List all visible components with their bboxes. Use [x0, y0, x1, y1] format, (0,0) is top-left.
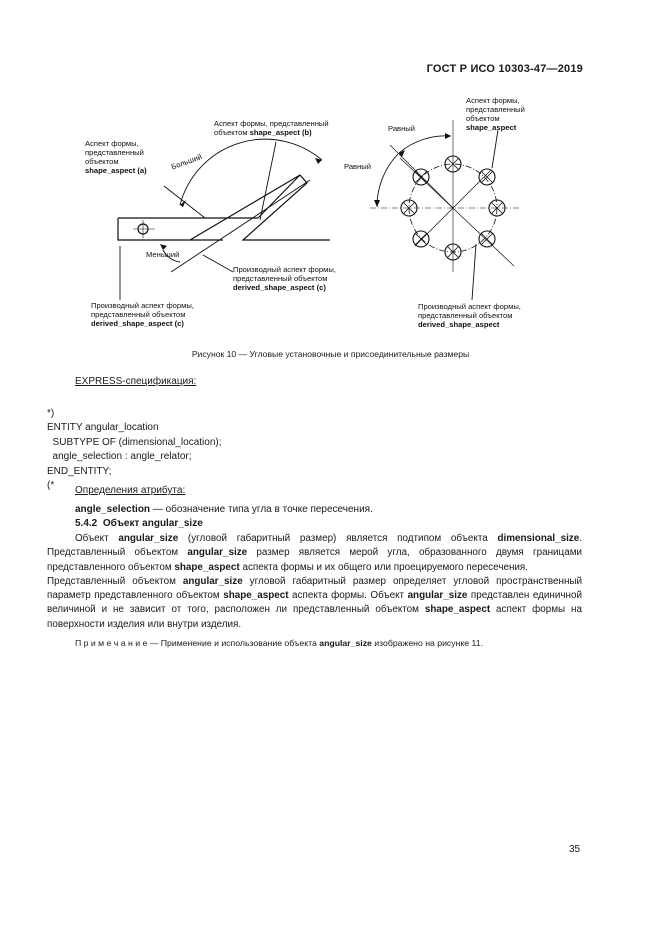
paragraph-2: Представленный объектом angular_size угловой габаритный размер определяет угловой пространственный параметр представленного объектом shape_aspect аспекта формы. Объект angular_size представлен единичной величиной и не зависит от того, расположен ли представленный объектом shape_aspect аспект формы на поверхности изделия или внутри изделия.: [47, 575, 583, 630]
label-derived-right: Производный аспект формы, представленный объектом derived_shape_aspect: [418, 302, 521, 329]
express-line: *): [47, 407, 55, 419]
label-equal-top: Равный: [388, 124, 415, 133]
label-larger: Больший: [170, 152, 204, 172]
document-header: ГОСТ Р ИСО 10303-47—2019: [426, 63, 583, 75]
body-text: [47, 532, 582, 632]
paragraph-1: Объект angular_size (угловой габаритный размер) является подтипом объекта dimensional_size. Представленный объектом angular_size размер является мерой угла, образованного двумя границами представленного объектом shape_aspect аспекта формы и их общего или проецируемого пересечения.: [47, 533, 582, 573]
leader-shape-aspect: [492, 130, 498, 168]
leader-c-right: [203, 255, 233, 272]
leader-derived: [472, 244, 476, 300]
page-number: 35: [569, 844, 581, 855]
equal-arc-top: [399, 136, 451, 153]
express-heading: EXPRESS-спецификация:: [75, 376, 197, 387]
express-line: ENTITY angular_location: [47, 422, 159, 433]
express-line: (*: [47, 480, 55, 491]
section-heading: 5.4.2 Объект angular_size: [75, 518, 203, 529]
label-smaller: Меньший: [146, 250, 180, 259]
larger-arc: [180, 139, 322, 205]
attributes-heading: Определения атрибута:: [75, 485, 186, 496]
equal-arc-left: [377, 154, 398, 207]
label-derived-c-left: Производный аспект формы, представленный объектом derived_shape_aspect (c): [91, 301, 194, 328]
figure-caption: Рисунок 10 — Угловые установочные и присоединительные размеры: [191, 349, 470, 359]
label-shape-aspect-b: Аспект формы, представленный объектом shape_aspect (b): [214, 119, 329, 137]
label-equal-left: Равный: [344, 162, 371, 171]
attribute-definition: angle_selection — обозначение типа угла в точке пересечения.: [75, 504, 373, 515]
label-shape-aspect-right: Аспект формы, представленный объектом shape_aspect: [466, 96, 525, 132]
express-line: END_ENTITY;: [47, 465, 112, 477]
label-shape-aspect-a: Аспект формы, представленный объектом shape_aspect (a): [85, 139, 147, 175]
label-derived-c-right: Производный аспект формы, представленный объектом derived_shape_aspect (c): [233, 265, 336, 292]
express-line: SUBTYPE OF (dimensional_location);: [47, 436, 222, 448]
slanted-shape: [190, 175, 330, 240]
express-line: angle_selection : angle_relator;: [47, 451, 192, 462]
note: П р и м е ч а н и е — Применение и использование объекта angular_size изображено на рисунке 11.: [75, 638, 483, 648]
